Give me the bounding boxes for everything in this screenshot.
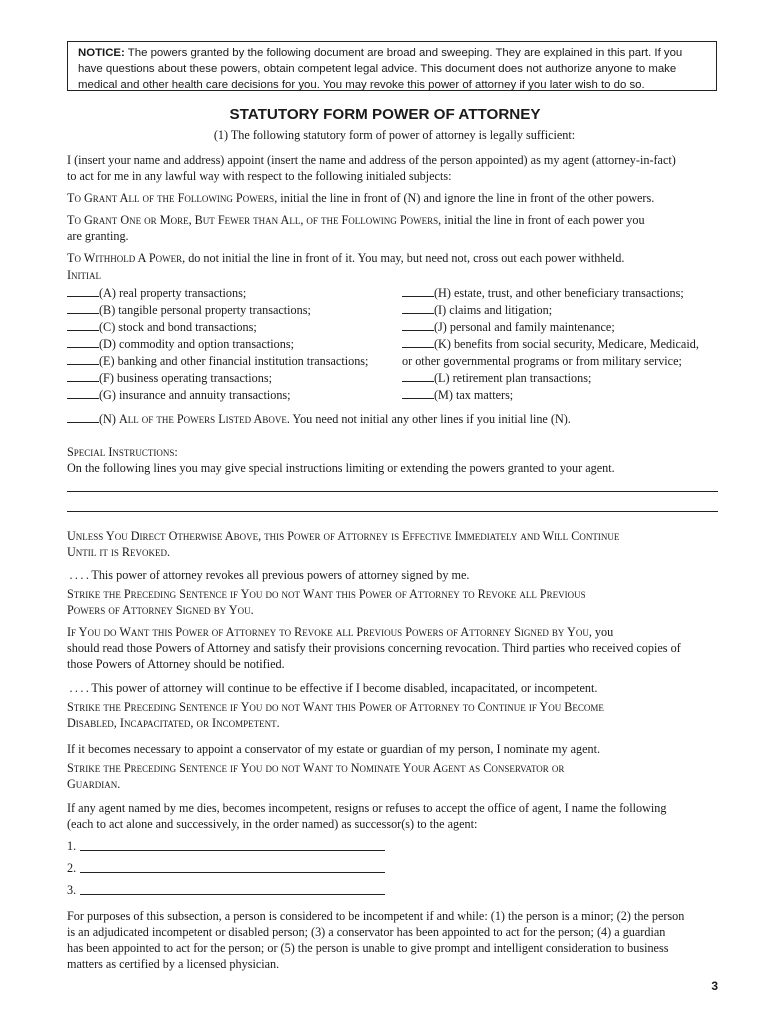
successor-number-2: 2. bbox=[67, 861, 77, 875]
effective-clause: Unless You Direct Otherwise Above, this Power of Attorney is Effective Immediately and Will Continue Until it is Revoked. bbox=[67, 529, 620, 559]
initial-blank[interactable] bbox=[67, 302, 99, 314]
power-item-i[interactable]: (I) claims and litigation; bbox=[402, 302, 699, 319]
notice-line-2: have questions about these powers, obtain competent legal advice. This document does not authorize anyone to make bbox=[78, 63, 677, 75]
power-item-l[interactable]: (L) retirement plan transactions; bbox=[402, 370, 699, 387]
initial-blank[interactable] bbox=[402, 302, 434, 314]
revokes-sentence: . . . . This power of attorney revokes all previous powers of attorney signed by me. bbox=[67, 568, 470, 582]
strike-revoke-clause: Strike the Preceding Sentence if You do not Want this Power of Attorney to Revoke all Previous Powers of Attorney Signed by You. bbox=[67, 587, 586, 617]
special-instructions-line[interactable] bbox=[67, 511, 718, 512]
initial-blank[interactable] bbox=[402, 370, 434, 382]
power-item-n[interactable]: (N) All of the Powers Listed Above. You need not initial any other lines if you initial line (N). bbox=[67, 411, 571, 428]
initial-blank[interactable] bbox=[402, 387, 434, 399]
grant-all-instruction: To Grant All of the Following Powers, initial the line in front of (N) and ignore the line in front of the other powers. bbox=[67, 191, 655, 205]
successor-number-3: 3. bbox=[67, 883, 77, 897]
initial-label: Initial bbox=[67, 268, 102, 282]
initial-blank[interactable] bbox=[67, 353, 99, 365]
power-item-d[interactable]: (D) commodity and option transactions; bbox=[67, 336, 368, 353]
successor-name-line[interactable] bbox=[80, 850, 385, 851]
powers-left-column bbox=[67, 285, 368, 404]
power-item-e[interactable]: (E) banking and other financial institution transactions; bbox=[67, 353, 368, 370]
initial-blank[interactable] bbox=[67, 285, 99, 297]
power-item-f[interactable]: (F) business operating transactions; bbox=[67, 370, 368, 387]
power-item-g[interactable]: (G) insurance and annuity transactions; bbox=[67, 387, 368, 404]
special-instructions-heading: Special Instructions: bbox=[67, 445, 178, 459]
successor-number-1: 1. bbox=[67, 839, 77, 853]
power-item-b[interactable]: (B) tangible personal property transactions; bbox=[67, 302, 368, 319]
page-number: 3 bbox=[711, 979, 718, 993]
notice-label: NOTICE: bbox=[78, 47, 125, 59]
power-item-h[interactable]: (H) estate, trust, and other beneficiary transactions; bbox=[402, 285, 699, 302]
strike-conservator-clause: Strike the Preceding Sentence if You do not Want to Nominate Your Agent as Conservator or Guardian. bbox=[67, 761, 565, 791]
continue-sentence: . . . . This power of attorney will continue to be effective if I become disabled, incapacitated, or incompetent. bbox=[67, 681, 598, 695]
subtitle: (1) The following statutory form of power of attorney is legally sufficient: bbox=[213, 128, 576, 142]
power-item-k-continued: or other governmental programs or from military service; bbox=[402, 354, 682, 368]
initial-blank[interactable] bbox=[402, 285, 434, 297]
initial-blank[interactable] bbox=[67, 411, 99, 423]
notice-line-1: NOTICE: The powers granted by the following document are broad and sweeping. They are explained in this part. If you bbox=[78, 47, 683, 59]
grant-some-instruction: To Grant One or More, But Fewer than All, of the Following Powers, initial the line in front of each power you are granting. bbox=[67, 213, 645, 243]
notice-box bbox=[67, 41, 717, 91]
withhold-instruction: To Withhold A Power, do not initial the line in front of it. You may, but need not, cross out each power withheld. bbox=[67, 251, 625, 265]
intro-paragraph: I (insert your name and address) appoint (insert the name and address of the person appointed) as my agent (attorney-in-fact) to act for me in any lawful way with respect to the following initialed subjects: bbox=[67, 153, 676, 183]
special-instructions: Special Instructions: On the following lines you may give special instructions limiting or extending the powers granted to your agent. bbox=[67, 444, 722, 476]
page-title: STATUTORY FORM POWER OF ATTORNEY bbox=[229, 106, 541, 123]
successor-paragraph: If any agent named by me dies, becomes incompetent, resigns or refuses to accept the office of agent, I name the following (each to act alone and successively, in the order named) as successor(s) to the agent: bbox=[67, 801, 667, 831]
incompetent-definition: For purposes of this subsection, a person is considered to be incompetent if and while: (1) the person is a minor; (2) the person is an adjudicated incompetent or disabled person; (3) a conservator has been appointed to act for the person; (4) a guardian has been appointed to act for the person; or (5) the person is unable to give prompt and intelligent consideration to business matters as certified by a licensed physician. bbox=[67, 909, 685, 971]
power-item-a[interactable]: (A) real property transactions; bbox=[67, 285, 368, 302]
special-instructions-line[interactable] bbox=[67, 491, 718, 492]
initial-blank[interactable] bbox=[402, 336, 434, 348]
initial-blank[interactable] bbox=[67, 387, 99, 399]
successor-name-line[interactable] bbox=[80, 894, 385, 895]
strike-continue-clause: Strike the Preceding Sentence if You do not Want this Power of Attorney to Continue if You Become Disabled, Incapacitated, or Incompetent. bbox=[67, 700, 604, 730]
successor-name-line[interactable] bbox=[80, 872, 385, 873]
initial-blank[interactable] bbox=[67, 319, 99, 331]
power-item-c[interactable]: (C) stock and bond transactions; bbox=[67, 319, 368, 336]
conservator-sentence: If it becomes necessary to appoint a conservator of my estate or guardian of my person, I nominate my agent. bbox=[67, 742, 601, 756]
power-item-j[interactable]: (J) personal and family maintenance; bbox=[402, 319, 699, 336]
initial-blank[interactable] bbox=[67, 336, 99, 348]
power-item-k[interactable]: (K) benefits from social security, Medicare, Medicaid, bbox=[402, 336, 699, 353]
initial-blank[interactable] bbox=[402, 319, 434, 331]
revoke-note: If You do Want this Power of Attorney to Revoke all Previous Powers of Attorney Signed by You, you should read those Powers of Attorney and satisfy their provisions concerning revocation. Third parties who received copies of those Powers of Attorney should be notified. bbox=[67, 625, 681, 671]
power-item-m[interactable]: (M) tax matters; bbox=[402, 387, 699, 404]
initial-blank[interactable] bbox=[67, 370, 99, 382]
notice-line-3: medical and other health care decisions for you. You may revoke this power of attorney if you later wish to do so. bbox=[78, 79, 645, 91]
powers-right-column bbox=[402, 285, 699, 404]
